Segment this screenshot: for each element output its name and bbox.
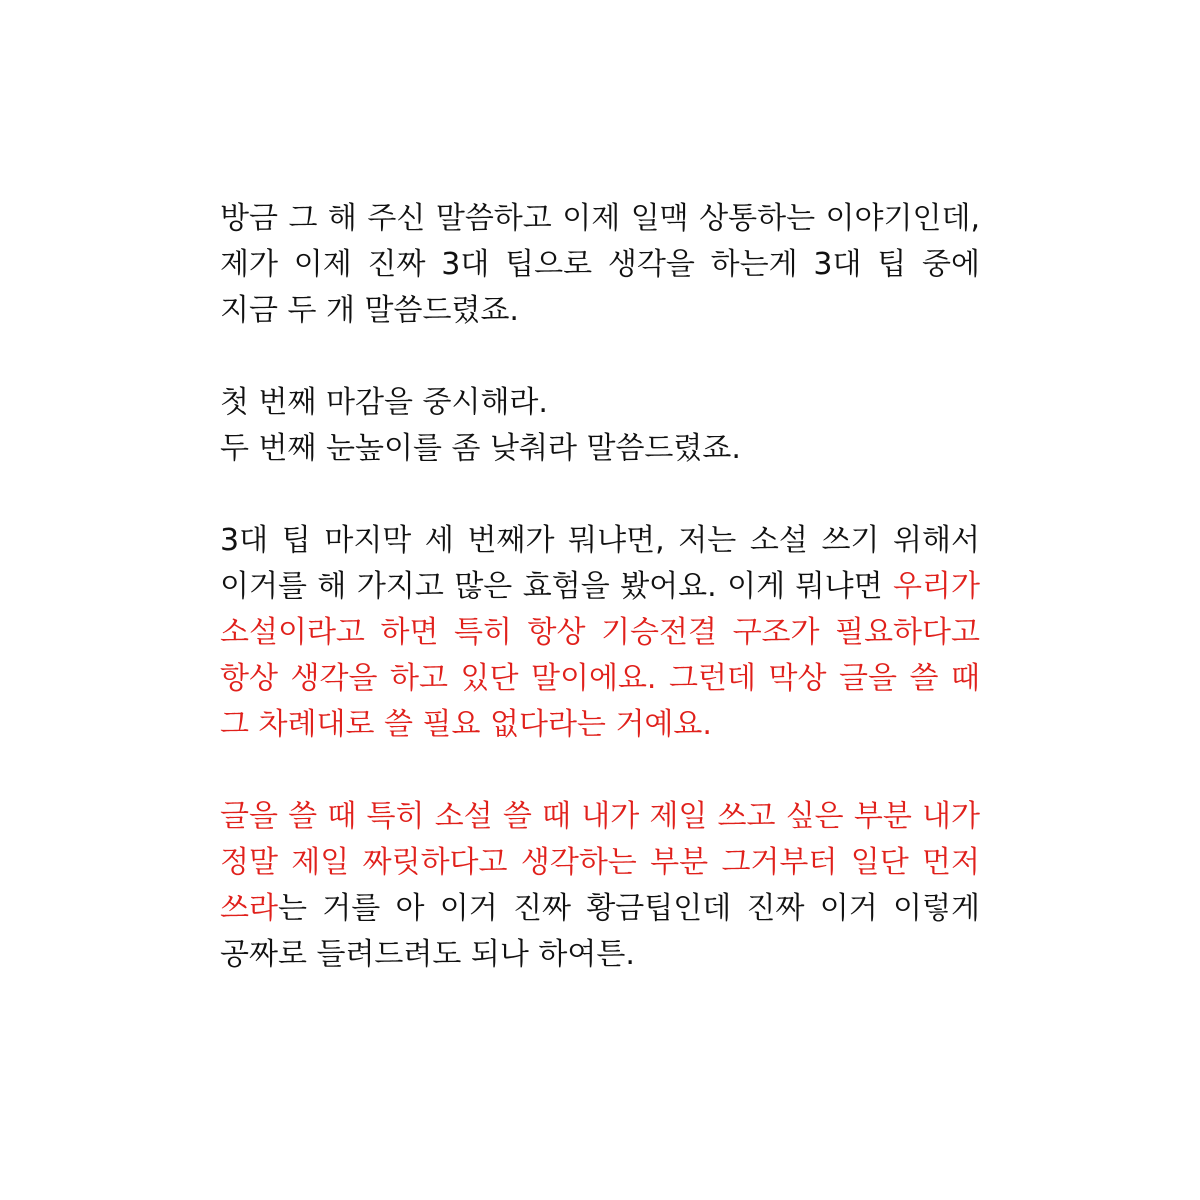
- paragraph-intro-text: 방금 그 해 주신 말씀하고 이제 일맥 상통하는 이야기인데, 제가 이제 진짜 3대 팁으로 생각을 하는게 3대 팁 중에 지금 두 개 말씀드렸죠.: [220, 201, 980, 328]
- tip-one-line: 첫 번째 마감을 중시해라.: [220, 385, 548, 420]
- third-tip-plain-text: 3대 팁 마지막 세 번째가 뭐냐면, 저는 소설 쓰기 위해서 이거를 해 가지고 많은 효험을 봤어요. 이게 뭐냐면: [220, 523, 980, 604]
- third-tip-highlight-text: 우리가 소설이라고 하면 특히 항상 기승전결 구조가 필요하다고 항상 생각을 하고 있단 말이에요. 그런데 막상 글을 쓸 때 그 차례대로 쓸 필요 없다라는 거예요.: [220, 569, 980, 742]
- paragraph-golden-tip: [220, 794, 980, 978]
- text-body: [220, 196, 980, 1024]
- paragraph-intro: [220, 196, 980, 334]
- paragraph-tips-recap: [220, 380, 980, 472]
- tip-two-line: 두 번째 눈높이를 좀 낮춰라 말씀드렸죠.: [220, 431, 741, 466]
- golden-tip-plain-text: 는 거를 아 이거 진짜 황금팁인데 진짜 이거 이렇게 공짜로 들려드려도 되나 하여튼.: [220, 891, 980, 972]
- golden-tip-highlight-text: 글을 쓸 때 특히 소설 쓸 때 내가 제일 쓰고 싶은 부분 내가 정말 제일 짜릿하다고 생각하는 부분 그거부터 일단 먼저 쓰라: [220, 799, 980, 926]
- paragraph-third-tip: [220, 518, 980, 748]
